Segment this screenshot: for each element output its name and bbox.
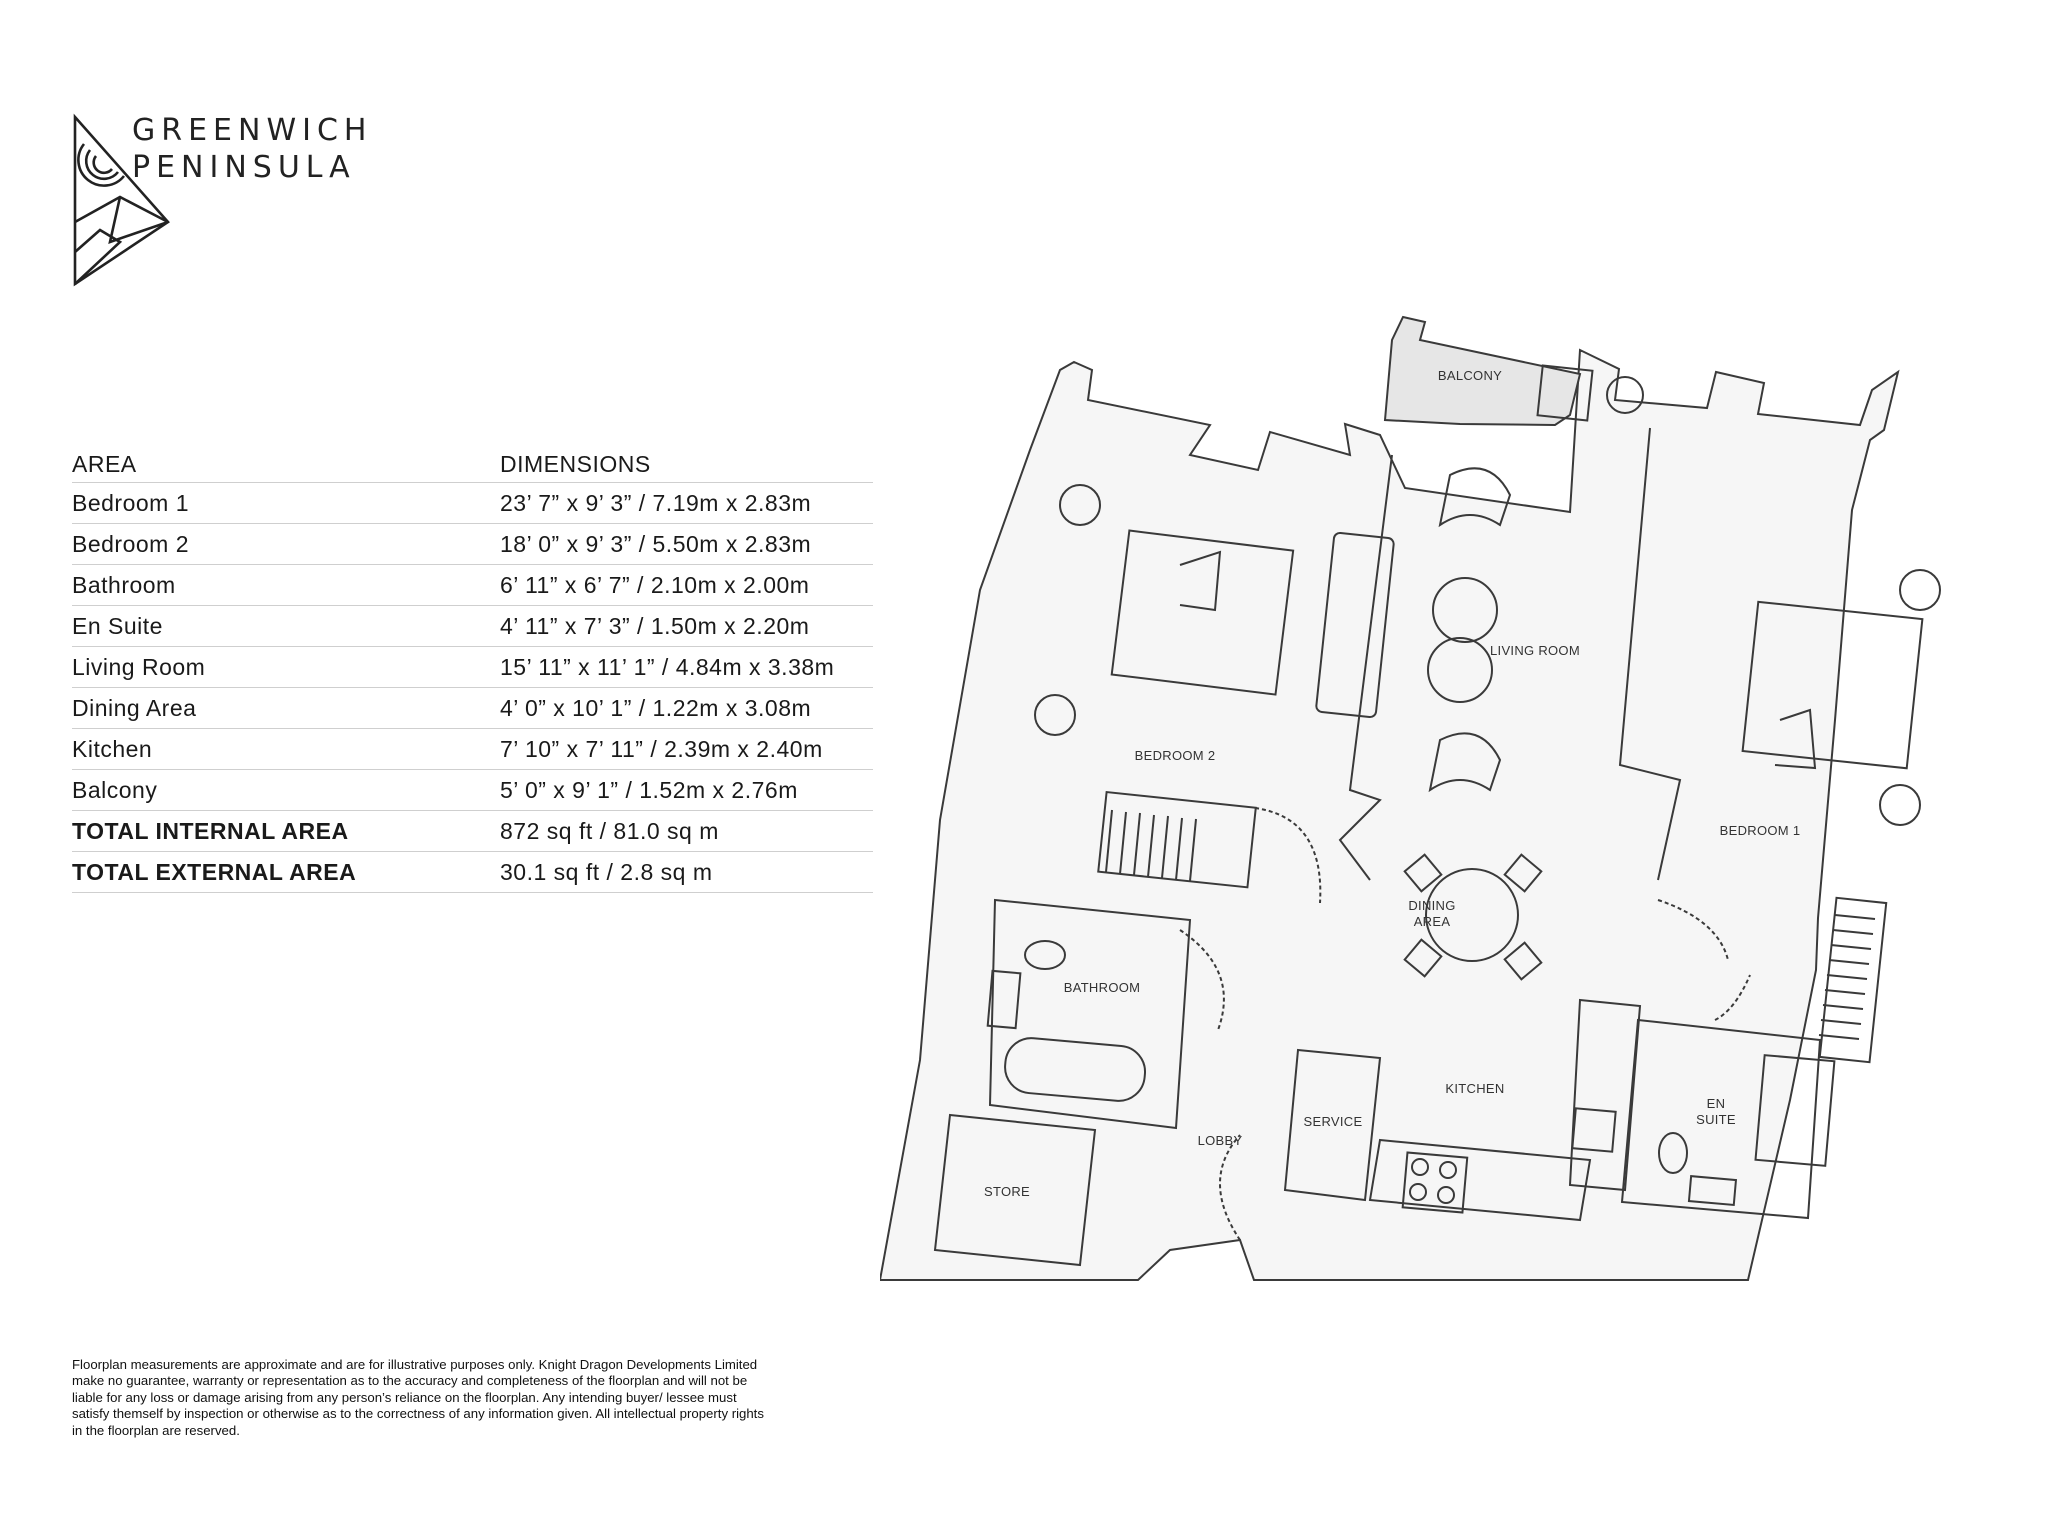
label-bathroom: BATHROOM (1063, 980, 1141, 995)
disclaimer-line: Floorplan measurements are approximate and are for illustrative purposes only. Knight Dragon Developments Limited (72, 1357, 758, 1372)
disclaimer-line: make no guarantee, warranty or representation as to the accuracy and completeness of the floorplan and will not be (72, 1373, 748, 1389)
side-table (1900, 570, 1940, 610)
label-living-room: LIVING ROOM (1490, 643, 1580, 658)
table-row (72, 565, 873, 606)
table-row (72, 688, 873, 729)
total-row (72, 852, 873, 893)
label-bedroom-2: BEDROOM 2 (1134, 748, 1216, 763)
row-name: Bathroom (72, 565, 500, 606)
header-dimensions: DIMENSIONS (500, 447, 873, 483)
row-dimensions: 4’ 11” x 7’ 3” / 1.50m x 2.20m (500, 606, 873, 647)
row-dimensions: 5’ 0” x 9’ 1” / 1.52m x 2.76m (500, 770, 873, 811)
row-dimensions: 6’ 11” x 6’ 7” / 2.10m x 2.00m (500, 565, 873, 606)
table-row (72, 770, 873, 811)
total-row (72, 811, 873, 852)
table-row (72, 524, 873, 565)
row-name: Bedroom 2 (72, 524, 500, 565)
disclaimer-line: in the floorplan are reserved. (72, 1422, 240, 1438)
logo (70, 112, 430, 292)
brand-line2: PENINSULA (132, 150, 356, 185)
row-name: Living Room (72, 647, 500, 688)
disclaimer-line: satisfy themself by inspection or otherwise as to the correctness of any information given. All intellectual property rights (72, 1406, 764, 1422)
label-dining-line1: DINING (1408, 898, 1456, 913)
label-dining-line2: AREA (1413, 914, 1451, 929)
row-name: Balcony (72, 770, 500, 811)
table-row (72, 647, 873, 688)
label-en-suite-line2: SUITE (1696, 1112, 1736, 1127)
table-row (72, 483, 873, 524)
table-header-row (72, 447, 873, 483)
floor-plan (880, 260, 2030, 1290)
row-dimensions: 4’ 0” x 10’ 1” / 1.22m x 3.08m (500, 688, 873, 729)
row-name: Dining Area (72, 688, 500, 729)
disclaimer (72, 1357, 832, 1439)
table-row (72, 606, 873, 647)
label-bedroom-1: BEDROOM 1 (1719, 823, 1801, 838)
label-service: SERVICE (1303, 1114, 1363, 1129)
row-name: Bedroom 1 (72, 483, 500, 524)
row-dimensions: 15’ 11” x 11’ 1” / 4.84m x 3.38m (500, 647, 873, 688)
header-area: AREA (72, 447, 500, 483)
label-en-suite-line1: EN (1706, 1096, 1726, 1111)
area-dimensions-table (72, 447, 873, 893)
row-name: Kitchen (72, 729, 500, 770)
total-name: TOTAL INTERNAL AREA (72, 811, 500, 852)
brand-line1: GREENWICH (132, 113, 373, 148)
label-kitchen: KITCHEN (1445, 1081, 1505, 1096)
table-row (72, 729, 873, 770)
total-name: TOTAL EXTERNAL AREA (72, 852, 500, 893)
side-table (1880, 785, 1920, 825)
total-value: 30.1 sq ft / 2.8 sq m (500, 852, 873, 893)
label-balcony: BALCONY (1437, 368, 1503, 383)
total-value: 872 sq ft / 81.0 sq m (500, 811, 873, 852)
row-dimensions: 7’ 10” x 7’ 11” / 2.39m x 2.40m (500, 729, 873, 770)
label-lobby: LOBBY (1197, 1133, 1243, 1148)
row-name: En Suite (72, 606, 500, 647)
row-dimensions: 23’ 7” x 9’ 3” / 7.19m x 2.83m (500, 483, 873, 524)
row-dimensions: 18’ 0” x 9’ 3” / 5.50m x 2.83m (500, 524, 873, 565)
disclaimer-line: liable for any loss or damage arising from any person’s reliance on the floorplan. Any intending buyer/ lessee must (72, 1389, 737, 1405)
label-store: STORE (983, 1184, 1031, 1199)
brand-wordmark (132, 112, 372, 186)
floor-plan-drawing (880, 260, 2030, 1290)
